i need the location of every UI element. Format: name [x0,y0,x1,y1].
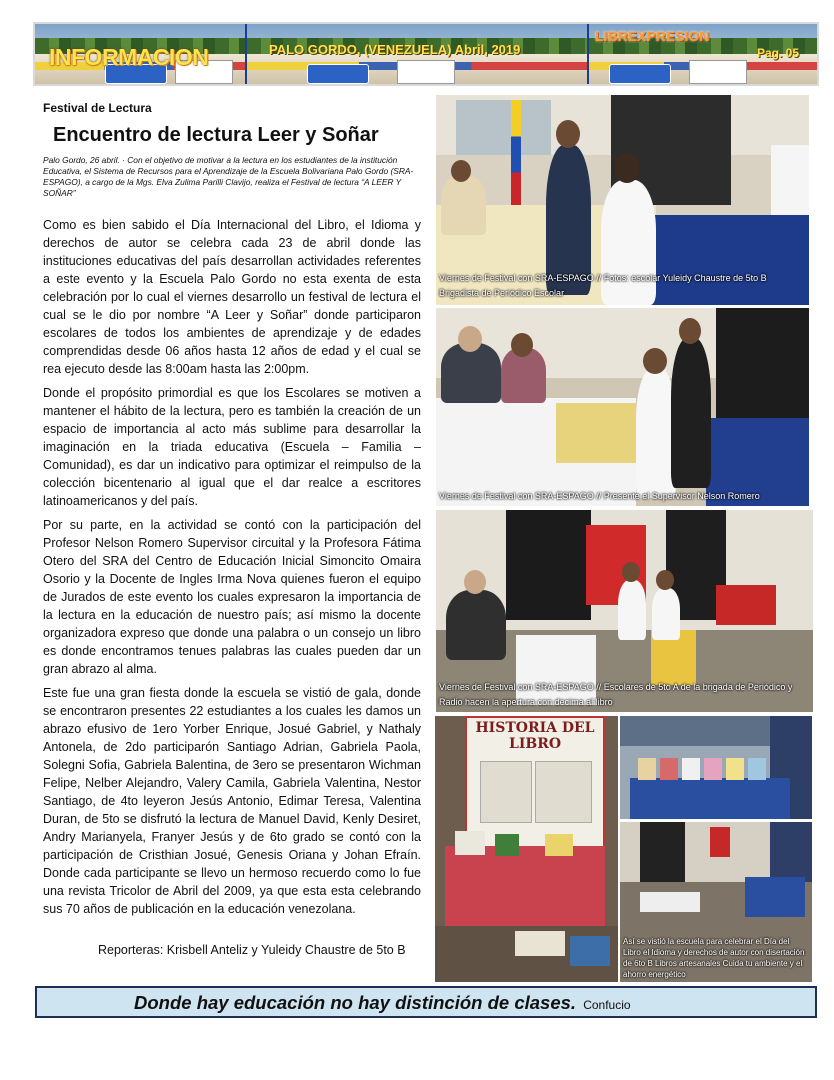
footer-quote-author: Confucio [583,998,631,1012]
photo-festival-supervisor [436,308,809,506]
section-label: Festival de Lectura [43,101,152,115]
article-paragraph: Por su parte, en la actividad se contó con la participación del Profesor Nelson Romero Supervisor circuital y la Profesora Fátima Otero del SRA del Centro de Educación Inicial Simoncito Omaira Osorio y la Docente de Ingles Irma Nova quienes fueron el equipo de Jurados de este evento los cuales expresaron la importancia de la lectura en la educación de nuestro país; así mismo la docente organizadora expreso que donde una palabra o un consejo un libro es donde encontramos tenues palabras las cuales pueden dar un gran abrazo al alma. [43,518,421,676]
photo-historia-del-libro-poster [435,716,618,982]
photo-festival-reader-girl [436,95,809,305]
photo-caption: Viernes de Festival con SRA-ESPAGO // Fotos: escolar Yuleidy Chaustre de 5to B Brigadista de Periódico Escolar [439,273,767,298]
masthead-banner [33,22,819,86]
article-byline: Reporteras: Krisbell Anteliz y Yuleidy Chaustre de 5to B [98,943,406,957]
photo-caption: Viernes de Festival con SRA-ESPAGO // Presente el Supervisor Nelson Romero [439,491,760,501]
photo-festival-opening-students [436,510,813,712]
article-dateline: Palo Gordo, 26 abril. · Con el objetivo de motivar a la lectura en los estudiantes de la institución Educativa, el Sistema de Recursos para el Aprendizaje de la Escuela Bolivariana Palo Gordo (SRA-ESPAGO), a cargo de la Mgs. Elva Zulima Parilli Clavijo, realiza el Festival de lectura “A LEER Y SOÑAR” [43,155,414,198]
photo-caption: Viernes de Festival con SRA-ESPAGO // Escolares de 5to A de la brigada de Periódico y Radio hacen la apertura con decima al libro [439,682,793,707]
photo-school-decorated [620,822,812,982]
article-headline: Encuentro de lectura Leer y Soñar [53,124,379,146]
footer-quote: Donde hay educación no hay distinción de clases. [134,992,577,1013]
footer-quote-box [35,986,817,1018]
masthead-brand: LIBREXPRESION [595,28,710,44]
article-paragraph: Como es bien sabido el Día Internacional del Libro, el Idioma y derechos de autor se celebra cada 23 de abril donde las instituciones educativas del país desarrollan actividades referentes a este evento y la Escuela Palo Gordo no esta exenta de esta celebración por lo cual el viernes desarrollo un festival de lectura el cual se le dio por nombre “A Leer y Soñar” donde participaron escolares de todos los ambientes de aprendizaje y de edades comprendidas desde 06 años hasta 12 años de edad y el cual se rea ejecuto desde las 8:00am hasta las 2:00pm. [43,218,421,376]
masthead-place-date: PALO GORDO, (VENEZUELA) Abril, 2019 [269,42,521,57]
page-number: Pag. 05 [757,46,800,60]
photo-caption: Así se vistió la escuela para celebrar el Día del Libro el Idioma y derechos de autor con disertación de 6to B Libros artesanales Cuida tu ambiente y el ahorro energético [623,937,805,979]
masthead-section-title: INFORMACION [49,44,209,70]
photo-books-display [620,716,812,819]
article-paragraph: Este fue una gran fiesta donde la escuela se vistió de gala, donde se encontraron presentes 22 estudiantes a los cuales les damos un abrazo efusivo de 1ero Yorber Enrique, Josué Gabriel, y Nathaly Antonela, de 2do participarón Santiago Adrian, Gabriela Paola, Solegni Sofia, Gabriela Balentina, de 3ero se presentaron Wichman Felipe, Nelber Alejandro, Valery Camila, Gabriela Valentina, Nestor Santiago, de 4to leyeron Jesús Antonio, Edimar Teresa, Valentina Duran, de 5to se disfrutó la lectura de Manuel David, Kenly Desiret, Andry Marianyela, Franyer Jesús y de 6to grado se contó con la participación de Cristhian Josué, Genesis Oriana y Johan Efraín. Donde cada participante se llevo un hermoso recuerdo como lo fue una revista Tricolor de Abril del 2009, ya que esta esta celebrando sus 70 años de publicación en la educación venezolana. [43,686,421,916]
article-paragraph: Donde el propósito primordial es que los Escolares se motiven a mantener el hábito de la lectura, pero es también la creación de un espacio de importancia al acto más sublime para desarrollar la imaginación en la triada educativa (Escuela – Familia – Comunidad), es dar un indicativo para optimizar el reimpulso de la colección bicentenario al igual que el dar realce a escritores latinoamericanos y del país. [43,386,421,508]
poster-title: HISTORIA DEL LIBRO [475,720,595,752]
